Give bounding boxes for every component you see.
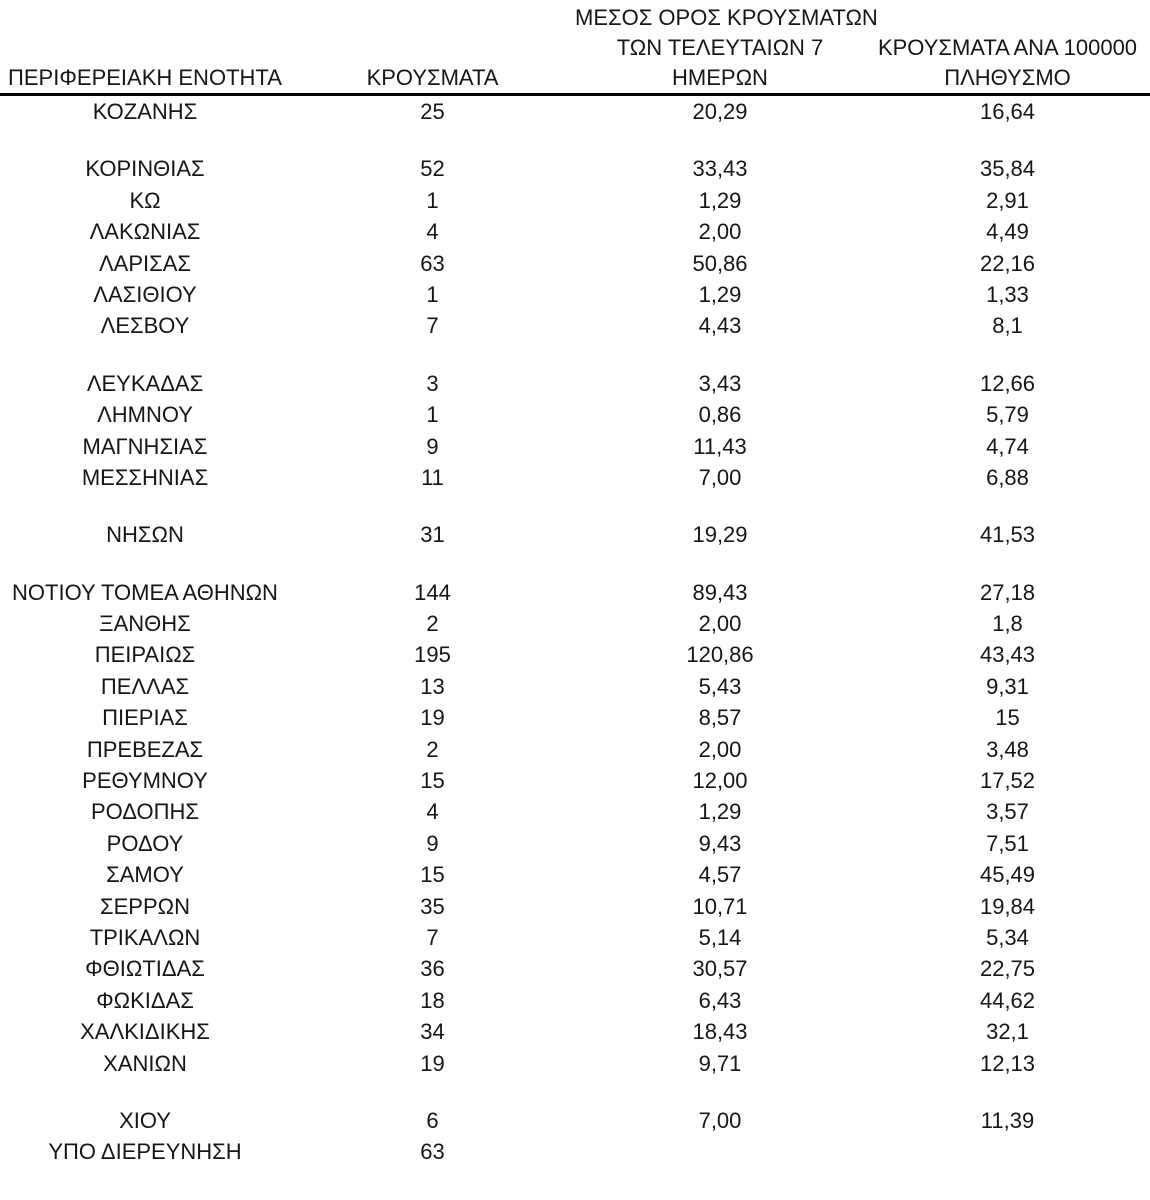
table-row [0, 1048, 1150, 1079]
cell-cases: 9 [426, 830, 439, 856]
cell-cases: 19 [420, 1050, 445, 1076]
table-row [0, 1136, 1150, 1167]
table-row [0, 1105, 1150, 1136]
cell-per-100k: 11,39 [980, 1107, 1035, 1133]
table-row [0, 922, 1150, 953]
cell-region: ΚΩ [129, 187, 161, 213]
cell-cases: 144 [414, 579, 451, 605]
cell-per-100k: 45,49 [979, 862, 1036, 888]
cell-per-100k: 12,13 [979, 1050, 1036, 1076]
cell-per-100k: 3,48 [986, 736, 1029, 762]
cell-region: ΛΑΚΩΝΙΑΣ [89, 219, 201, 245]
cell-region: ΛΑΡΙΣΑΣ [98, 250, 192, 276]
table-row [0, 734, 1150, 765]
cell-region: ΛΕΣΒΟΥ [100, 313, 190, 339]
cell-cases: 1 [426, 402, 439, 428]
table-row [0, 702, 1150, 733]
cell-region: ΦΩΚΙΔΑΣ [96, 987, 194, 1013]
cell-avg-7day: 1,29 [698, 281, 742, 307]
cell-region: ΥΠΟ ΔΙΕΡΕΥΝΗΣΗ [48, 1139, 242, 1165]
cell-per-100k: 1,8 [992, 611, 1023, 637]
cell-region: ΡΟΔΟΥ [106, 830, 184, 856]
table-row [0, 310, 1150, 341]
table-row [0, 399, 1150, 430]
column-header-cases-label: ΚΡΟΥΣΜΑΤΑ [366, 65, 499, 90]
cell-avg-7day: 120,86 [686, 642, 754, 668]
cell-avg-7day: 7,00 [698, 1107, 742, 1133]
table-row [0, 608, 1150, 639]
cell-cases: 19 [420, 705, 445, 731]
cell-per-100k: 22,16 [979, 250, 1036, 276]
cell-avg-7day: 10,71 [692, 893, 748, 919]
cell-cases: 195 [414, 642, 451, 668]
cell-region: ΛΗΜΝΟΥ [97, 402, 193, 428]
cell-avg-7day: 11,43 [693, 433, 747, 459]
column-header-avg-7day-line3: ΗΜΕΡΩΝ [672, 65, 768, 90]
column-header-per-100k-line2: ΠΛΗΘΥΣΜΟ [944, 65, 1071, 90]
table-row [0, 431, 1150, 462]
cell-avg-7day: 6,43 [698, 987, 742, 1013]
cell-region: ΛΕΥΚΑΔΑΣ [86, 370, 204, 396]
cell-per-100k: 15 [995, 705, 1020, 731]
cell-avg-7day: 8,57 [698, 705, 742, 731]
cell-per-100k: 43,43 [979, 642, 1036, 668]
column-header-avg-7day-line2: ΤΩΝ ΤΕΛΕΥΤΑΙΩΝ 7 [616, 35, 824, 60]
column-header-per-100k [865, 3, 1150, 93]
column-header-per-100k-line1: ΚΡΟΥΣΜΑΤΑ ΑΝΑ 100000 [877, 35, 1138, 60]
cell-region: ΠΙΕΡΙΑΣ [102, 705, 188, 731]
cell-cases: 11 [421, 464, 444, 490]
cell-per-100k: 1,33 [986, 281, 1029, 307]
section-gap [0, 551, 1150, 577]
cell-region: ΧΙΟΥ [119, 1107, 171, 1133]
cell-cases: 36 [420, 956, 445, 982]
table-row [0, 671, 1150, 702]
cell-avg-7day: 12,00 [692, 768, 748, 794]
cell-per-100k: 2,91 [986, 187, 1029, 213]
cell-avg-7day: 1,29 [698, 187, 742, 213]
cell-per-100k: 27,18 [979, 579, 1036, 605]
cell-region: ΛΑΣΙΘΙΟΥ [93, 281, 197, 307]
cell-per-100k: 44,62 [979, 987, 1036, 1013]
cell-cases: 13 [420, 673, 445, 699]
cell-per-100k: 4,49 [986, 219, 1029, 245]
cell-avg-7day: 33,43 [692, 156, 748, 182]
table-row [0, 577, 1150, 608]
cell-cases: 9 [426, 433, 439, 459]
cell-region: ΧΑΝΙΩΝ [103, 1050, 187, 1076]
cell-avg-7day: 9,71 [698, 1050, 742, 1076]
cell-cases: 4 [426, 219, 439, 245]
cell-per-100k: 8,1 [992, 313, 1023, 339]
cell-cases: 35 [420, 893, 445, 919]
column-header-cases [290, 3, 575, 93]
cell-cases: 2 [426, 611, 439, 637]
cell-cases: 1 [426, 187, 439, 213]
table-row [0, 985, 1150, 1016]
cell-cases: 7 [426, 924, 439, 950]
cell-per-100k: 4,74 [986, 433, 1029, 459]
cell-cases: 15 [420, 862, 445, 888]
cell-cases: 7 [426, 313, 439, 339]
table-row [0, 216, 1150, 247]
table-row [0, 765, 1150, 796]
cell-avg-7day: 89,43 [692, 579, 748, 605]
cell-region: ΝΟΤΙΟΥ ΤΟΜΕΑ ΑΘΗΝΩΝ [12, 579, 278, 605]
cell-avg-7day: 2,00 [698, 736, 742, 762]
cell-cases: 31 [420, 522, 445, 548]
cell-cases: 25 [420, 99, 445, 124]
table-row [0, 248, 1150, 279]
cell-per-100k: 9,31 [986, 673, 1029, 699]
cell-region: ΠΕΛΛΑΣ [100, 673, 190, 699]
cell-avg-7day [575, 1136, 865, 1167]
table-body [0, 96, 1150, 1168]
cell-cases: 4 [426, 799, 439, 825]
table-row [0, 859, 1150, 890]
cell-avg-7day: 3,43 [698, 370, 742, 396]
cell-avg-7day: 7,00 [698, 464, 742, 490]
cell-per-100k: 6,88 [986, 464, 1029, 490]
table-row [0, 519, 1150, 550]
cell-cases: 18 [420, 987, 445, 1013]
table-row [0, 639, 1150, 670]
cell-cases: 52 [420, 156, 445, 182]
cell-avg-7day: 2,00 [698, 611, 742, 637]
cell-per-100k: 35,84 [979, 156, 1036, 182]
cell-cases: 6 [426, 1107, 439, 1133]
cell-per-100k: 41,53 [979, 522, 1036, 548]
cell-per-100k: 5,34 [986, 924, 1029, 950]
cell-cases: 15 [420, 768, 445, 794]
table-row [0, 96, 1150, 127]
table-row [0, 185, 1150, 216]
cell-region: ΧΑΛΚΙΔΙΚΗΣ [80, 1019, 210, 1045]
cell-per-100k: 7,51 [986, 830, 1029, 856]
column-header-region-label: ΠΕΡΙΦΕΡΕΙΑΚΗ ΕΝΟΤΗΤΑ [8, 65, 282, 90]
cell-cases: 3 [426, 370, 439, 396]
table-row [0, 828, 1150, 859]
cell-region: ΜΑΓΝΗΣΙΑΣ [82, 433, 208, 459]
cell-avg-7day: 5,43 [698, 673, 742, 699]
cell-avg-7day: 5,14 [698, 924, 742, 950]
cell-per-100k: 19,84 [979, 893, 1036, 919]
column-header-region [0, 3, 290, 93]
cell-cases: 63 [420, 1139, 445, 1165]
cell-avg-7day: 1,29 [698, 799, 742, 825]
cell-per-100k: 5,79 [986, 402, 1029, 428]
cell-region: ΚΟΡΙΝΘΙΑΣ [85, 156, 205, 182]
cell-per-100k: 17,52 [979, 768, 1036, 794]
section-gap [0, 493, 1150, 519]
table-row [0, 891, 1150, 922]
cell-avg-7day: 4,57 [698, 862, 742, 888]
cell-region: ΣΑΜΟΥ [106, 862, 184, 888]
table-row [0, 279, 1150, 310]
cell-region: ΠΕΙΡΑΙΩΣ [94, 642, 196, 668]
table-row [0, 1016, 1150, 1047]
cell-per-100k: 12,66 [979, 370, 1036, 396]
cell-avg-7day: 20,29 [692, 99, 748, 124]
column-header-avg-7day [575, 3, 878, 93]
table-row [0, 953, 1150, 984]
cell-per-100k: 22,75 [979, 956, 1036, 982]
cell-cases: 34 [420, 1019, 445, 1045]
cell-region: ΦΘΙΩΤΙΔΑΣ [85, 956, 205, 982]
cell-cases: 1 [426, 281, 439, 307]
cell-region: ΚΟΖΑΝΗΣ [92, 99, 198, 124]
section-gap [0, 342, 1150, 368]
cell-cases: 63 [420, 250, 445, 276]
cell-region: ΤΡΙΚΑΛΩΝ [89, 924, 201, 950]
cell-per-100k: 3,57 [986, 799, 1029, 825]
cell-avg-7day: 0,86 [698, 402, 742, 428]
cell-avg-7day: 50,86 [692, 250, 748, 276]
section-gap [0, 1079, 1150, 1105]
cell-region: ΜΕΣΣΗΝΙΑΣ [81, 464, 209, 490]
table-row [0, 153, 1150, 184]
cell-avg-7day: 9,43 [698, 830, 742, 856]
cell-region: ΣΕΡΡΩΝ [100, 893, 190, 919]
cell-per-100k: 16,64 [979, 99, 1036, 124]
cell-avg-7day: 2,00 [698, 219, 742, 245]
cell-avg-7day: 18,43 [692, 1019, 748, 1045]
table-header [0, 0, 1150, 96]
cell-region: ΠΡΕΒΕΖΑΣ [86, 736, 204, 762]
cell-region: ΡΕΘΥΜΝΟΥ [82, 768, 208, 794]
cell-avg-7day: 30,57 [692, 956, 748, 982]
section-gap [0, 127, 1150, 153]
table-row [0, 462, 1150, 493]
cell-region: ΞΑΝΘΗΣ [99, 611, 191, 637]
cell-per-100k: 32,1 [986, 1019, 1029, 1045]
cell-cases: 2 [426, 736, 439, 762]
column-header-avg-7day-line1: ΜΕΣΟΣ ΟΡΟΣ ΚΡΟΥΣΜΑΤΩΝ [575, 5, 878, 30]
table-row [0, 796, 1150, 827]
cell-avg-7day: 19,29 [692, 522, 748, 548]
cell-region: ΡΟΔΟΠΗΣ [90, 799, 200, 825]
cell-per-100k [865, 1136, 1150, 1167]
cell-avg-7day: 4,43 [698, 313, 742, 339]
cell-region: ΝΗΣΩΝ [106, 522, 184, 548]
table-row [0, 368, 1150, 399]
